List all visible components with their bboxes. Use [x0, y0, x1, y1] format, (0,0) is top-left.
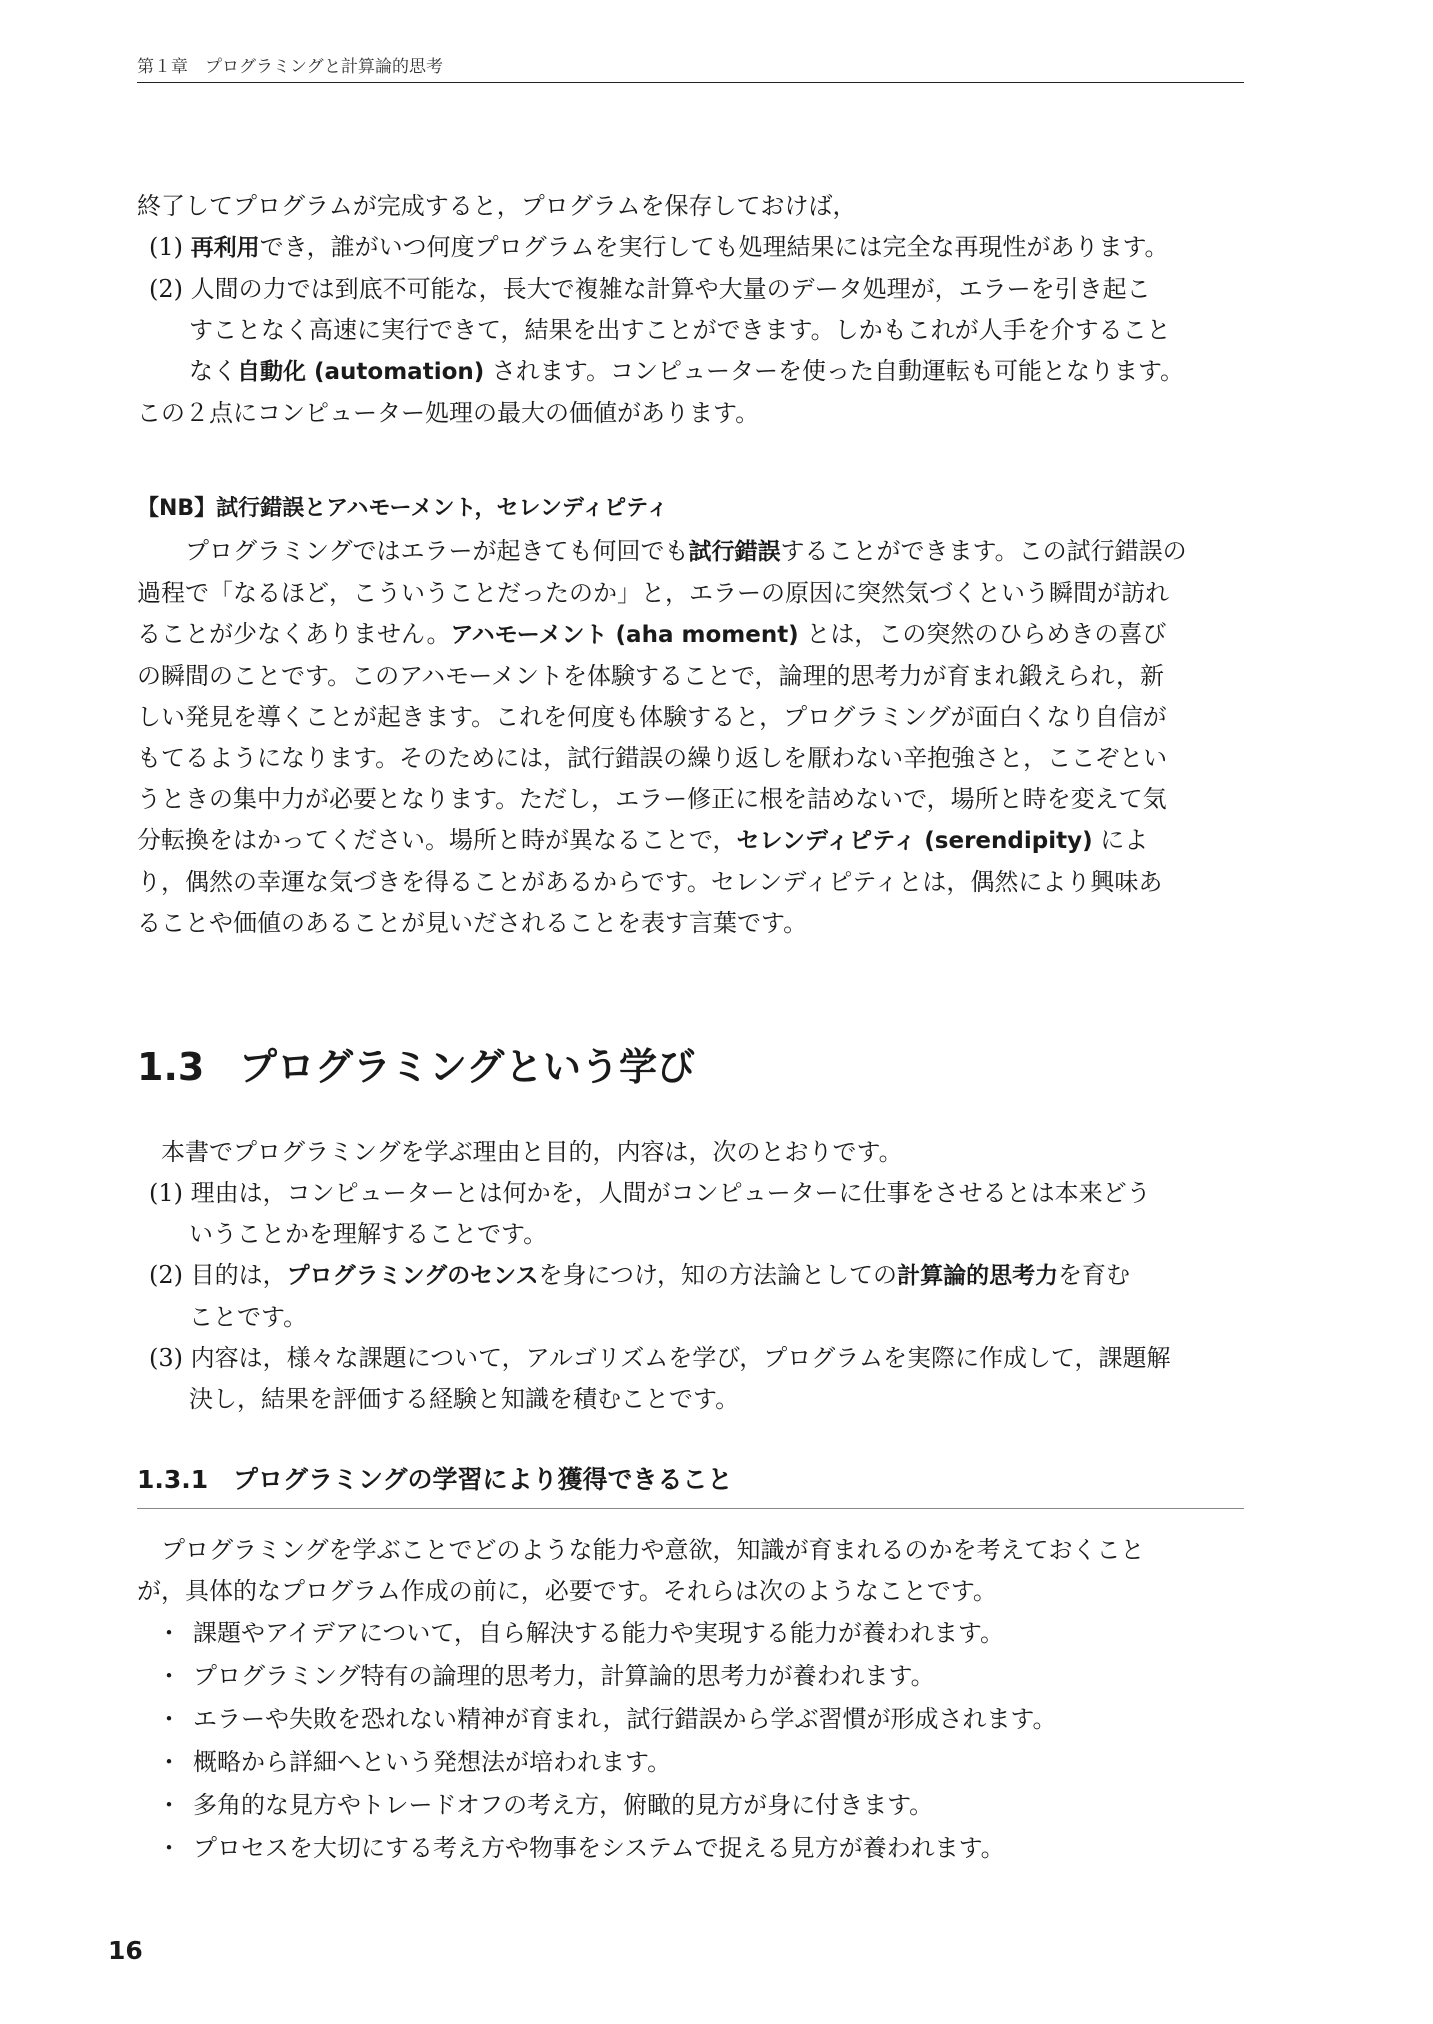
bullet-icon: ・: [157, 1791, 181, 1819]
nb-line: り，偶然の幸運な気づきを得ることがあるからです。セレンディピティとは，偶然により興味あ: [137, 868, 1163, 896]
list-item-3-cont: 決し，結果を評価する経験と知識を積むことです。: [189, 1385, 740, 1413]
nb-line: もてるようになります。そのためには，試行錯誤の繰り返しを厭わない辛抱強さと，ここぞとい: [137, 744, 1168, 772]
nb-line: うときの集中力が必要となります。ただし，エラー修正に根を詰めないで，場所と時を変えて気: [137, 785, 1167, 813]
list-item-3: [137, 1338, 1244, 1379]
intro-block: [137, 186, 1244, 434]
nb-text: プログラミングではエラーが起きても何回でも: [185, 537, 689, 565]
running-header: 第１章 プログラミングと計算論的思考: [137, 57, 443, 77]
section-number: 1.3: [137, 1045, 205, 1089]
subsection-intro: が，具体的なプログラム作成の前に，必要です。それらは次のようなことです。: [137, 1577, 997, 1605]
bullet-icon: ・: [157, 1748, 181, 1776]
nb-line: しい発見を導くことが起きます。これを何度も体験すると，プログラミングが面白くなり自信が: [137, 703, 1167, 731]
list-item-2-cont: すことなく高速に実行できて，結果を出すことができます。しかもこれが人手を介すること: [189, 316, 1171, 344]
item-text: を育む: [1058, 1261, 1131, 1289]
bold-term-reuse: 再利用: [190, 235, 260, 261]
section-title: プログラミングという学び: [239, 1045, 696, 1089]
section-heading: [137, 1036, 695, 1091]
item-number: (1): [149, 233, 183, 261]
bullet-text: エラーや失敗を恐れない精神が育まれ，試行錯誤から学ぶ習慣が形成されます。: [193, 1705, 1057, 1733]
bold-term-automation: 自動化 (automation): [237, 359, 485, 385]
item-text: でき，誰がいつ何度プログラムを実行しても処理結果には完全な再現性があります。: [259, 233, 1169, 261]
nb-line: ることや価値のあることが見いだされることを表す言葉です。: [137, 909, 808, 937]
nb-line: [137, 531, 1244, 573]
nb-text: することができます。この試行錯誤の: [780, 537, 1187, 565]
nb-line: 過程で「なるほど，こういうことだったのか」と，エラーの原因に突然気づくという瞬間が訪れ: [137, 579, 1169, 607]
list-item: [137, 1741, 1244, 1784]
header-rule: [137, 82, 1244, 83]
bullet-text: プロセスを大切にする考え方や物事をシステムで捉える見方が養われます。: [193, 1834, 1005, 1862]
intro-line: 終了してプログラムが完成すると，プログラムを保存しておけば，: [137, 192, 857, 220]
list-item-2-cont: ことです。: [189, 1303, 308, 1331]
bullet-list: [137, 1612, 1244, 1870]
item-number: (2): [149, 1261, 183, 1289]
bullet-text: 多角的な見方やトレードオフの考え方，俯瞰的見方が身に付きます。: [193, 1791, 934, 1819]
bold-term-computational-thinking: 計算論的思考力: [897, 1263, 1059, 1289]
list-item-2: [137, 269, 1244, 310]
bold-term-aha: アハモーメント (aha moment): [450, 622, 799, 648]
nb-title: 【NB】試行錯誤とアハモーメント，セレンディピティ: [137, 496, 669, 521]
bullet-icon: ・: [157, 1619, 181, 1647]
nb-block: [137, 488, 1244, 944]
list-item: [137, 1698, 1244, 1741]
item-number: (2): [149, 275, 183, 303]
item-number: (1): [149, 1179, 183, 1207]
list-item: [137, 1655, 1244, 1698]
item-text: 人間の力では到底不可能な，長大で複雑な計算や大量のデータ処理が，エラーを引き起こ: [190, 275, 1151, 303]
bold-term-serendipity: セレンディピティ (serendipity): [736, 828, 1093, 854]
list-item-2-cont: [137, 351, 1244, 393]
item-text: を身につけ，知の方法論としての: [538, 1261, 898, 1289]
bullet-text: 課題やアイデアについて，自ら解決する能力や実現する能力が養われます。: [193, 1619, 1004, 1647]
bullet-text: プログラミング特有の論理的思考力，計算論的思考力が養われます。: [193, 1662, 935, 1690]
bullet-icon: ・: [157, 1705, 181, 1733]
item-text: 目的は，: [190, 1261, 287, 1289]
list-item-1: [137, 1173, 1244, 1214]
nb-text: 分転換をはかってください。場所と時が異なることで，: [137, 826, 737, 854]
bold-term-trial-error: 試行錯誤: [688, 539, 781, 565]
item-text: 内容は，様々な課題について，アルゴリズムを学び，プログラムを実際に作成して，課題解: [190, 1344, 1171, 1372]
item-number: (3): [149, 1344, 183, 1372]
list-item-1-cont: いうことかを理解することです。: [189, 1220, 548, 1248]
item-text: されます。コンピューターを使った自動運転も可能となります。: [484, 357, 1185, 385]
list-item: [137, 1827, 1244, 1870]
bullet-icon: ・: [157, 1662, 181, 1690]
nb-line: の瞬間のことです。このアハモーメントを体験することで，論理的思考力が育まれ鍛えられ，新: [137, 662, 1164, 690]
bold-term-sense: プログラミングのセンス: [286, 1263, 539, 1289]
list-item: [137, 1784, 1244, 1827]
item-text: なく: [189, 357, 237, 385]
nb-line: [137, 820, 1244, 862]
subsection-intro: プログラミングを学ぶことでどのような能力や意欲，知識が育まれるのかを考えておくこと: [161, 1536, 1145, 1564]
subsection-title: プログラミングの学習により獲得できること: [233, 1465, 733, 1494]
section-body: [137, 1132, 1244, 1420]
list-item: [137, 1612, 1244, 1655]
list-item-1: [137, 227, 1244, 269]
bullet-text: 概略から詳細へという発想法が培われます。: [193, 1748, 672, 1776]
nb-line: [137, 614, 1244, 656]
list-item-2: [137, 1255, 1244, 1297]
nb-text: によ: [1092, 826, 1149, 854]
section-intro: 本書でプログラミングを学ぶ理由と目的，内容は，次のとおりです。: [161, 1138, 903, 1166]
nb-text: ることが少なくありません。: [137, 620, 451, 648]
subsection-body: [137, 1530, 1244, 1870]
item-text: 理由は，コンピューターとは何かを，人間がコンピューターに仕事をさせるとは本来どう: [190, 1179, 1151, 1207]
bullet-icon: ・: [157, 1834, 181, 1862]
subsection-rule: [137, 1508, 1244, 1509]
page-number: 16: [108, 1936, 143, 1965]
subsection-number: 1.3.1: [137, 1465, 209, 1494]
nb-text: とは，この突然のひらめきの喜び: [798, 620, 1167, 648]
outro-line: この２点にコンピューター処理の最大の価値があります。: [137, 399, 760, 427]
subsection-heading: [137, 1460, 733, 1496]
